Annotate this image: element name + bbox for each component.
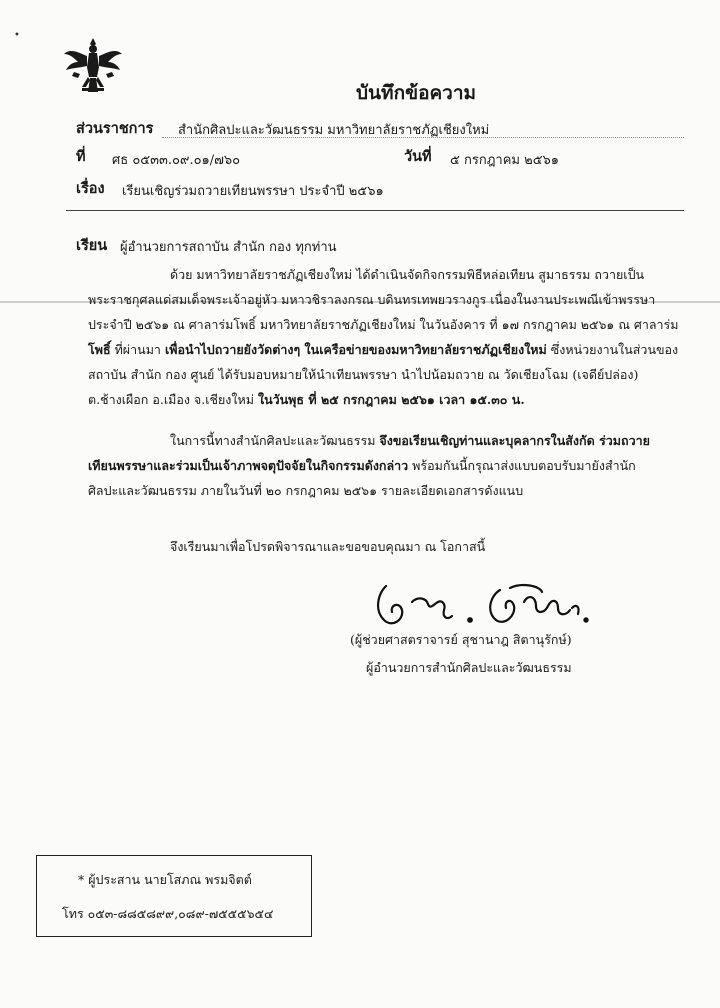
reference-number: ศธ ๐๕๓๓.๐๙.๐๑/๗๖๐ [112, 153, 241, 168]
bold-text: เพื่อนำไปถวายยังวัดต่างๆ ในเครือข่ายของมหาวิทยาลัยราชภัฏเชียงใหม่ [164, 342, 547, 357]
contact-box [36, 855, 312, 937]
paragraph-text: ต.ช้างเผือก อ.เมือง จ.เชียงใหม่ [88, 392, 258, 407]
body-paragraph-2 [88, 428, 690, 503]
paragraph-text: พร้อมกันนี้กรุณาส่งแบบตอบรับมายังสำนัก [408, 458, 636, 473]
paragraph-text: ในการนี้ทางสำนักศิลปะและวัฒนธรรม [170, 433, 380, 448]
paragraph-text: ซึ่งหน่วยงานในส่วนของ [546, 342, 679, 357]
bold-text: จึงขอเรียนเชิญท่านและบุคลากรในสังกัด ร่วมถวาย [379, 433, 650, 448]
paragraph-line: ศิลปะและวัฒนธรรม ภายในวันที่ ๒๐ กรกฎาคม ๒๕๖๑ รายละเอียดเอกสารดังแนบ [88, 483, 524, 498]
signatory-name: (ผู้ช่วยศาสตราจารย์ สุชานาฎ สิตานุรักษ์) [350, 632, 572, 647]
paragraph-line [88, 387, 690, 412]
bold-text: โพธิ์ [88, 342, 111, 357]
header-divider [66, 210, 684, 211]
contact-phone: โทร ๐๕๓-๘๘๕๘๙๙,๐๘๙-๗๕๕๕๖๕๔ [62, 906, 274, 921]
paragraph-line [88, 337, 690, 362]
recipient-value: ผู้อำนวยการสถาบัน สำนัก กอง ทุกท่าน [120, 240, 337, 255]
paragraph-line: พระราชกุศลแด่สมเด็จพระเจ้าอยู่หัว มหาวชิราลงกรณ บดินทรเทพยวรางกูร เนื่องในงานประเพณีเข้าพรรษา [88, 292, 656, 307]
date-label: วันที่ [404, 148, 432, 165]
coordinator-name: * ผู้ประสาน นายโสภณ พรมจิตต์ [78, 872, 252, 887]
garuda-emblem-icon [60, 34, 126, 100]
paragraph-line: ประจำปี ๒๕๖๑ ณ ศาลาร่มโพธิ์ มหาวิทยาลัยราชภัฏเชียงใหม่ ในวันอังคาร ที่ ๑๗ กรกฎาคม ๒๕๖๑ ณ ศาลาร่ม [88, 317, 679, 332]
body-paragraph-1 [88, 262, 690, 412]
recipient-label: เรียน [76, 237, 108, 254]
paragraph-line: ด้วย มหาวิทยาลัยราชภัฏเชียงใหม่ ได้ดำเนินจัดกิจกรรมพิธีหล่อเทียน สูมาธรรม ถวายเป็น [170, 267, 645, 282]
department-label: ส่วนราชการ [76, 120, 154, 137]
paragraph-text: ที่ผ่านมา [110, 342, 165, 357]
signatory-position: ผู้อำนวยการสำนักศิลปะและวัฒนธรรม [366, 660, 572, 675]
reference-label: ที่ [76, 148, 86, 165]
paragraph-line: สถาบัน สำนัก กอง ศูนย์ ได้รับมอบหมายให้นำเทียนพรรษา นำไปน้อมถวาย ณ วัดเชียงโฉม (เจดีย์ปล่อง) [88, 367, 639, 382]
subject-value: เรียนเชิญร่วมถวายเทียนพรรษา ประจำปี ๒๕๖๑ [122, 184, 384, 199]
department-value: สำนักศิลปะและวัฒนธรรม มหาวิทยาลัยราชภัฏเชียงใหม่ [178, 123, 490, 138]
paragraph-line [88, 428, 690, 453]
paragraph-line [88, 453, 690, 478]
bold-text: ในวันพุธ ที่ ๒๕ กรกฎาคม ๒๕๖๑ เวลา ๑๕.๓๐ น. [257, 392, 525, 407]
department-underline [162, 137, 684, 138]
scan-mark: • [14, 30, 20, 41]
closing-line: จึงเรียนมาเพื่อโปรดพิจารณาและขอขอบคุณมา ณ โอกาสนี้ [170, 539, 486, 554]
memo-title: บันทึกข้อความ [356, 82, 477, 104]
handwritten-signature [372, 580, 612, 630]
bold-text: เทียนพรรษาและร่วมเป็นเจ้าภาพจตุปัจจัยในกิจกรรมดังกล่าว [88, 458, 409, 473]
subject-label: เรื่อง [76, 180, 105, 197]
date-value: ๕ กรกฎาคม ๒๕๖๑ [450, 153, 560, 168]
